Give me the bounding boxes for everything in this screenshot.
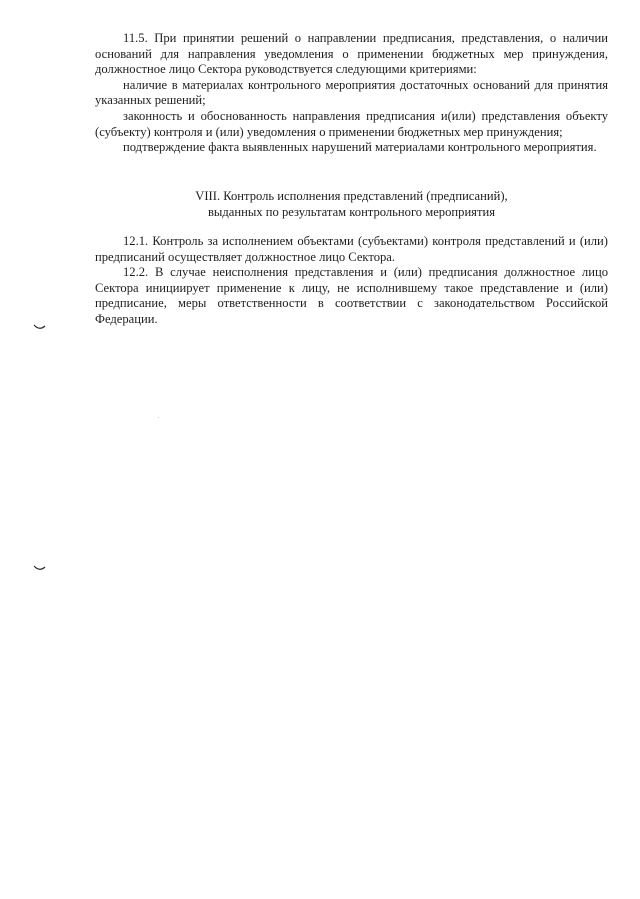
paragraph-12-2: 12.2. В случае неисполнения представления и (или) предписания должностное лицо Сектора инициирует применение к лицу, не исполнившему такое представление и (или) предписание, меры ответственности в соответствии с законодательством Российской Федерации. <box>95 265 608 326</box>
binding-hole-mark-top <box>33 324 46 330</box>
paragraph-12-1: 12.1. Контроль за исполнением объектами (субъектами) контроля представлений и (или) предписаний осуществляет должностное лицо Сектора. <box>95 234 608 264</box>
section-heading-line-1: VIII. Контроль исполнения представлений (предписаний), <box>195 189 508 203</box>
section-heading-line-2: выданных по результатам контрольного мероприятия <box>207 204 496 219</box>
criterion-1: наличие в материалах контрольного мероприятия достаточных оснований для принятия указанных решений; <box>95 77 608 108</box>
binding-hole-mark-bottom <box>33 565 46 571</box>
section-8-heading <box>95 189 608 220</box>
paragraph-11-5: 11.5. При принятии решений о направлении предписания, представления, о наличии оснований для направления уведомления о применении бюджетных мер принуждения, должностное лицо Сектора руководствуется следующими критериями: <box>95 31 608 77</box>
section-12-text <box>95 234 608 328</box>
scan-speck <box>158 417 159 418</box>
criterion-2: законность и обоснованность направления предписания и(или) представления объекту (субъекту) контроля и (или) уведомления о применении бюджетных мер принуждения; <box>95 108 608 139</box>
criterion-3: подтверждение факта выявленных нарушений материалами контрольного мероприятия. <box>123 140 597 155</box>
section-11-text <box>95 31 608 156</box>
